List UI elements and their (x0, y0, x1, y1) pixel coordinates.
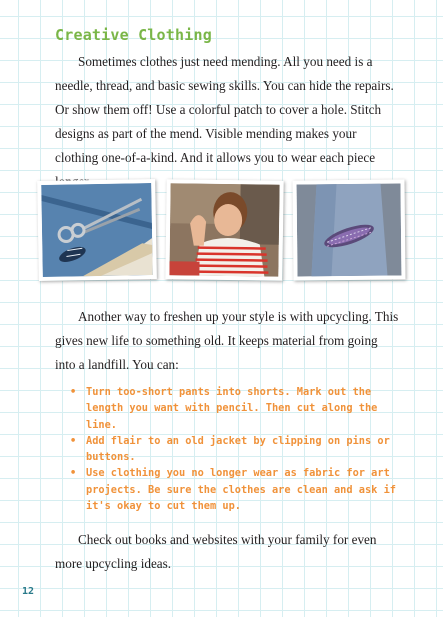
photo-scissors-jeans (37, 179, 157, 281)
list-item-text: Add flair to an old jacket by clipping on pins or buttons. (86, 434, 390, 464)
list-item-text: Turn too-short pants into shorts. Mark out the length you want with pencil. Then cut along the line. (86, 386, 378, 431)
intro-paragraph: Sometimes clothes just need mending. All you need is a needle, thread, and basic sewing skills. You can hide the repairs. Or show them off! Use a colorful patch to cover a hole. Stitch designs as part of the mend. Visible mending makes your clothing one-of-a-kind. And it allows you to wear each piece (55, 54, 394, 165)
page-title: Creative Clothing (55, 26, 212, 44)
upcycling-paragraph: Another way to freshen up your style is with upcycling. This gives new life to something old. It keeps material from going into a landfill. You can: (55, 309, 399, 372)
closing-paragraph: Check out books and websites with your family for even more upcycling ideas. (55, 532, 377, 571)
page-number: 12 (22, 586, 35, 597)
list-item (70, 433, 400, 466)
bullet-marker: • (70, 434, 77, 447)
list-item-text: Use clothing you no longer wear as fabric for art projects. Be sure the clothes are clean and ask if it's okay to cut them up. (86, 467, 396, 513)
bullet-marker: • (70, 386, 77, 398)
photo-mended-knee (292, 179, 405, 280)
list-item (70, 465, 400, 514)
bullet-marker: • (70, 467, 77, 480)
photo-boy-sewing (165, 179, 283, 281)
upcycling-list (70, 384, 400, 514)
list-item (70, 384, 400, 433)
photo-strip (35, 180, 410, 285)
